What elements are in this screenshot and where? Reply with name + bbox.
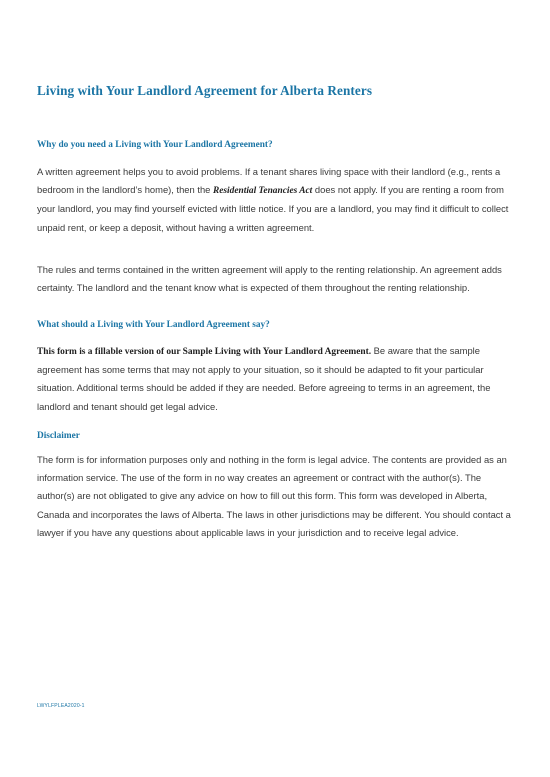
paragraph-text: The rules and terms contained in the written agreement will apply to the renting relationship. An agreement adds certainty. The landlord and the tenant know what is expected of them throughout the renting relationship. (37, 264, 502, 294)
footer-form-code: LWYLFPLEA2020-1 (37, 703, 85, 709)
paragraph-text: A written agreement helps you to avoid problems. If a tenant shares living space with their landlord (e.g., rents a bedroom in the landlord’s home), then the (37, 166, 501, 196)
paragraph-why-1 (37, 163, 515, 237)
paragraph-what (37, 342, 515, 416)
page-title: Living with Your Landlord Agreement for Alberta Renters (37, 83, 373, 98)
section-heading-disclaimer: Disclaimer (37, 431, 80, 441)
paragraph-text: Be aware that the sample agreement has some terms that may not apply to your situation, so it should be adapted to fit your particular situation. Additional terms should be added if they are needed. Before agreeing to terms in an agreement, the landlord and tenant should get legal advice. (37, 345, 491, 412)
section-heading-what: What should a Living with Your Landlord Agreement say? (37, 320, 270, 330)
act-name: Residential Tenancies Act (212, 186, 313, 197)
section-heading-why: Why do you need a Living with Your Landlord Agreement? (37, 140, 273, 150)
paragraph-why-2 (37, 261, 515, 297)
paragraph-text: The form is for information purposes only and nothing in the form is legal advice. The contents are provided as an information service. The use of the form in no way creates an agreement or contract with the author(s). The author(s) are not obligated to give any advice on how to fill out this form. This form was developed in Alberta, Canada and incorporates the laws of Alberta. The laws in other jurisdictions may be different. You should contact a lawyer if you have any questions about applicable laws in your jurisdiction and to receive legal advice. (37, 454, 511, 538)
paragraph-disclaimer (37, 451, 515, 542)
paragraph-text: does not apply. If you are renting a room from your landlord, you may find yourself evicted with little notice. If you are a landlord, you may find it difficult to collect unpaid rent, or keep a deposit, without having a written agreement. (37, 184, 509, 233)
fillable-form-note: This form is a fillable version of our Sample Living with Your Landlord Agreement. (37, 347, 372, 357)
